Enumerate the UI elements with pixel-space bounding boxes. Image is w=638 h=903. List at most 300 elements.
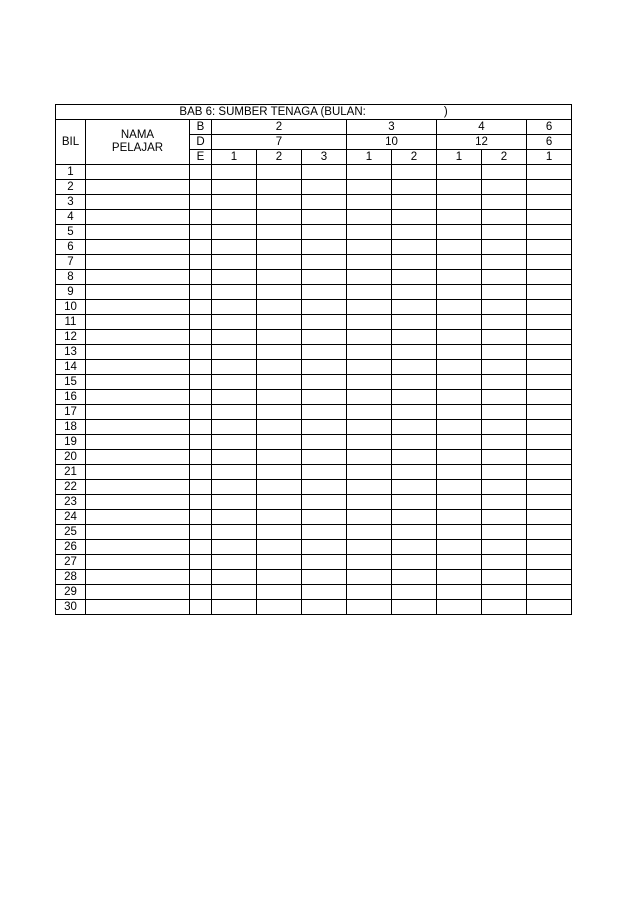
mark-cell[interactable] [527, 315, 572, 330]
mark-cell[interactable] [257, 240, 302, 255]
mark-cell[interactable] [347, 165, 392, 180]
mark-cell[interactable] [392, 165, 437, 180]
mark-cell[interactable] [257, 225, 302, 240]
mark-cell[interactable] [482, 420, 527, 435]
mark-cell[interactable] [212, 270, 257, 285]
mark-cell[interactable] [257, 510, 302, 525]
mark-cell[interactable] [482, 165, 527, 180]
mark-cell[interactable] [527, 300, 572, 315]
mark-cell[interactable] [437, 270, 482, 285]
mark-cell[interactable] [347, 585, 392, 600]
mark-cell[interactable] [347, 315, 392, 330]
student-name-cell[interactable] [86, 540, 190, 555]
mark-cell[interactable] [302, 285, 347, 300]
mark-cell[interactable] [212, 225, 257, 240]
mark-cell[interactable] [212, 300, 257, 315]
mark-cell[interactable] [437, 405, 482, 420]
student-name-cell[interactable] [86, 600, 190, 615]
mark-cell[interactable] [212, 390, 257, 405]
mark-cell[interactable] [437, 420, 482, 435]
mark-cell[interactable] [437, 225, 482, 240]
mark-cell[interactable] [527, 480, 572, 495]
mark-cell[interactable] [302, 465, 347, 480]
mark-cell[interactable] [190, 465, 212, 480]
student-name-cell[interactable] [86, 300, 190, 315]
mark-cell[interactable] [482, 315, 527, 330]
student-name-cell[interactable] [86, 375, 190, 390]
mark-cell[interactable] [437, 570, 482, 585]
mark-cell[interactable] [527, 225, 572, 240]
mark-cell[interactable] [257, 210, 302, 225]
mark-cell[interactable] [437, 240, 482, 255]
mark-cell[interactable] [527, 375, 572, 390]
mark-cell[interactable] [190, 345, 212, 360]
mark-cell[interactable] [347, 450, 392, 465]
mark-cell[interactable] [257, 270, 302, 285]
mark-cell[interactable] [437, 540, 482, 555]
mark-cell[interactable] [302, 585, 347, 600]
mark-cell[interactable] [527, 570, 572, 585]
mark-cell[interactable] [527, 435, 572, 450]
mark-cell[interactable] [527, 165, 572, 180]
mark-cell[interactable] [482, 285, 527, 300]
mark-cell[interactable] [190, 270, 212, 285]
mark-cell[interactable] [257, 330, 302, 345]
mark-cell[interactable] [190, 390, 212, 405]
mark-cell[interactable] [392, 300, 437, 315]
student-name-cell[interactable] [86, 255, 190, 270]
mark-cell[interactable] [437, 585, 482, 600]
mark-cell[interactable] [437, 510, 482, 525]
mark-cell[interactable] [392, 285, 437, 300]
mark-cell[interactable] [257, 435, 302, 450]
mark-cell[interactable] [482, 540, 527, 555]
mark-cell[interactable] [437, 165, 482, 180]
mark-cell[interactable] [482, 555, 527, 570]
mark-cell[interactable] [212, 555, 257, 570]
mark-cell[interactable] [392, 495, 437, 510]
mark-cell[interactable] [302, 510, 347, 525]
mark-cell[interactable] [392, 345, 437, 360]
mark-cell[interactable] [257, 255, 302, 270]
mark-cell[interactable] [392, 255, 437, 270]
mark-cell[interactable] [212, 405, 257, 420]
student-name-cell[interactable] [86, 195, 190, 210]
student-name-cell[interactable] [86, 405, 190, 420]
mark-cell[interactable] [437, 450, 482, 465]
mark-cell[interactable] [482, 330, 527, 345]
student-name-cell[interactable] [86, 270, 190, 285]
mark-cell[interactable] [347, 255, 392, 270]
mark-cell[interactable] [302, 570, 347, 585]
mark-cell[interactable] [437, 495, 482, 510]
student-name-cell[interactable] [86, 360, 190, 375]
mark-cell[interactable] [392, 225, 437, 240]
mark-cell[interactable] [302, 555, 347, 570]
mark-cell[interactable] [212, 330, 257, 345]
mark-cell[interactable] [212, 540, 257, 555]
mark-cell[interactable] [212, 210, 257, 225]
mark-cell[interactable] [257, 165, 302, 180]
mark-cell[interactable] [392, 240, 437, 255]
mark-cell[interactable] [392, 555, 437, 570]
mark-cell[interactable] [212, 285, 257, 300]
mark-cell[interactable] [527, 495, 572, 510]
mark-cell[interactable] [302, 375, 347, 390]
mark-cell[interactable] [347, 330, 392, 345]
mark-cell[interactable] [302, 600, 347, 615]
mark-cell[interactable] [527, 180, 572, 195]
mark-cell[interactable] [212, 465, 257, 480]
student-name-cell[interactable] [86, 390, 190, 405]
mark-cell[interactable] [482, 195, 527, 210]
mark-cell[interactable] [392, 405, 437, 420]
mark-cell[interactable] [212, 525, 257, 540]
mark-cell[interactable] [257, 195, 302, 210]
mark-cell[interactable] [527, 525, 572, 540]
mark-cell[interactable] [302, 345, 347, 360]
mark-cell[interactable] [482, 225, 527, 240]
student-name-cell[interactable] [86, 480, 190, 495]
mark-cell[interactable] [302, 165, 347, 180]
mark-cell[interactable] [527, 540, 572, 555]
mark-cell[interactable] [302, 450, 347, 465]
mark-cell[interactable] [190, 450, 212, 465]
student-name-cell[interactable] [86, 345, 190, 360]
mark-cell[interactable] [302, 225, 347, 240]
mark-cell[interactable] [347, 300, 392, 315]
mark-cell[interactable] [527, 330, 572, 345]
mark-cell[interactable] [212, 480, 257, 495]
mark-cell[interactable] [392, 270, 437, 285]
mark-cell[interactable] [527, 240, 572, 255]
mark-cell[interactable] [437, 195, 482, 210]
mark-cell[interactable] [437, 375, 482, 390]
mark-cell[interactable] [482, 210, 527, 225]
mark-cell[interactable] [527, 510, 572, 525]
student-name-cell[interactable] [86, 450, 190, 465]
mark-cell[interactable] [392, 465, 437, 480]
mark-cell[interactable] [527, 465, 572, 480]
mark-cell[interactable] [392, 195, 437, 210]
mark-cell[interactable] [437, 390, 482, 405]
mark-cell[interactable] [482, 465, 527, 480]
mark-cell[interactable] [482, 570, 527, 585]
mark-cell[interactable] [190, 315, 212, 330]
mark-cell[interactable] [190, 510, 212, 525]
mark-cell[interactable] [302, 270, 347, 285]
mark-cell[interactable] [190, 375, 212, 390]
mark-cell[interactable] [347, 360, 392, 375]
mark-cell[interactable] [302, 495, 347, 510]
student-name-cell[interactable] [86, 525, 190, 540]
mark-cell[interactable] [257, 405, 302, 420]
student-name-cell[interactable] [86, 330, 190, 345]
mark-cell[interactable] [347, 495, 392, 510]
mark-cell[interactable] [482, 405, 527, 420]
mark-cell[interactable] [190, 255, 212, 270]
mark-cell[interactable] [212, 315, 257, 330]
mark-cell[interactable] [212, 360, 257, 375]
mark-cell[interactable] [302, 525, 347, 540]
mark-cell[interactable] [347, 540, 392, 555]
mark-cell[interactable] [347, 240, 392, 255]
mark-cell[interactable] [437, 465, 482, 480]
mark-cell[interactable] [190, 420, 212, 435]
mark-cell[interactable] [392, 585, 437, 600]
mark-cell[interactable] [212, 375, 257, 390]
mark-cell[interactable] [347, 210, 392, 225]
mark-cell[interactable] [212, 240, 257, 255]
mark-cell[interactable] [482, 390, 527, 405]
mark-cell[interactable] [190, 330, 212, 345]
mark-cell[interactable] [190, 210, 212, 225]
mark-cell[interactable] [437, 285, 482, 300]
mark-cell[interactable] [437, 600, 482, 615]
mark-cell[interactable] [302, 315, 347, 330]
mark-cell[interactable] [257, 420, 302, 435]
mark-cell[interactable] [527, 345, 572, 360]
mark-cell[interactable] [190, 405, 212, 420]
mark-cell[interactable] [437, 360, 482, 375]
mark-cell[interactable] [482, 525, 527, 540]
mark-cell[interactable] [190, 555, 212, 570]
mark-cell[interactable] [437, 525, 482, 540]
mark-cell[interactable] [302, 195, 347, 210]
mark-cell[interactable] [347, 390, 392, 405]
mark-cell[interactable] [190, 300, 212, 315]
mark-cell[interactable] [190, 435, 212, 450]
mark-cell[interactable] [347, 285, 392, 300]
student-name-cell[interactable] [86, 570, 190, 585]
mark-cell[interactable] [302, 360, 347, 375]
mark-cell[interactable] [190, 225, 212, 240]
mark-cell[interactable] [392, 450, 437, 465]
mark-cell[interactable] [257, 375, 302, 390]
mark-cell[interactable] [437, 210, 482, 225]
mark-cell[interactable] [257, 450, 302, 465]
mark-cell[interactable] [212, 195, 257, 210]
mark-cell[interactable] [347, 225, 392, 240]
mark-cell[interactable] [257, 585, 302, 600]
mark-cell[interactable] [347, 195, 392, 210]
mark-cell[interactable] [190, 195, 212, 210]
student-name-cell[interactable] [86, 225, 190, 240]
mark-cell[interactable] [302, 210, 347, 225]
mark-cell[interactable] [212, 510, 257, 525]
mark-cell[interactable] [302, 540, 347, 555]
mark-cell[interactable] [190, 525, 212, 540]
mark-cell[interactable] [347, 555, 392, 570]
mark-cell[interactable] [392, 420, 437, 435]
mark-cell[interactable] [190, 285, 212, 300]
mark-cell[interactable] [527, 450, 572, 465]
mark-cell[interactable] [212, 570, 257, 585]
mark-cell[interactable] [437, 180, 482, 195]
mark-cell[interactable] [302, 480, 347, 495]
student-name-cell[interactable] [86, 510, 190, 525]
mark-cell[interactable] [392, 435, 437, 450]
mark-cell[interactable] [302, 435, 347, 450]
mark-cell[interactable] [482, 435, 527, 450]
student-name-cell[interactable] [86, 465, 190, 480]
mark-cell[interactable] [392, 315, 437, 330]
mark-cell[interactable] [482, 270, 527, 285]
mark-cell[interactable] [527, 255, 572, 270]
mark-cell[interactable] [527, 210, 572, 225]
mark-cell[interactable] [257, 285, 302, 300]
mark-cell[interactable] [257, 570, 302, 585]
mark-cell[interactable] [347, 405, 392, 420]
mark-cell[interactable] [527, 420, 572, 435]
mark-cell[interactable] [482, 510, 527, 525]
student-name-cell[interactable] [86, 435, 190, 450]
student-name-cell[interactable] [86, 315, 190, 330]
mark-cell[interactable] [392, 480, 437, 495]
mark-cell[interactable] [212, 255, 257, 270]
mark-cell[interactable] [347, 420, 392, 435]
mark-cell[interactable] [257, 540, 302, 555]
mark-cell[interactable] [302, 330, 347, 345]
mark-cell[interactable] [392, 180, 437, 195]
mark-cell[interactable] [392, 540, 437, 555]
mark-cell[interactable] [527, 555, 572, 570]
mark-cell[interactable] [437, 555, 482, 570]
mark-cell[interactable] [482, 375, 527, 390]
mark-cell[interactable] [527, 285, 572, 300]
student-name-cell[interactable] [86, 585, 190, 600]
mark-cell[interactable] [392, 360, 437, 375]
mark-cell[interactable] [392, 600, 437, 615]
mark-cell[interactable] [212, 600, 257, 615]
mark-cell[interactable] [437, 480, 482, 495]
mark-cell[interactable] [392, 210, 437, 225]
mark-cell[interactable] [212, 450, 257, 465]
mark-cell[interactable] [347, 270, 392, 285]
mark-cell[interactable] [347, 375, 392, 390]
mark-cell[interactable] [482, 360, 527, 375]
mark-cell[interactable] [257, 495, 302, 510]
mark-cell[interactable] [392, 570, 437, 585]
mark-cell[interactable] [347, 435, 392, 450]
mark-cell[interactable] [190, 495, 212, 510]
mark-cell[interactable] [212, 180, 257, 195]
mark-cell[interactable] [437, 435, 482, 450]
mark-cell[interactable] [347, 600, 392, 615]
mark-cell[interactable] [190, 180, 212, 195]
mark-cell[interactable] [527, 270, 572, 285]
mark-cell[interactable] [302, 390, 347, 405]
mark-cell[interactable] [482, 180, 527, 195]
mark-cell[interactable] [482, 240, 527, 255]
mark-cell[interactable] [392, 525, 437, 540]
mark-cell[interactable] [347, 570, 392, 585]
student-name-cell[interactable] [86, 285, 190, 300]
mark-cell[interactable] [302, 300, 347, 315]
mark-cell[interactable] [482, 495, 527, 510]
mark-cell[interactable] [392, 330, 437, 345]
student-name-cell[interactable] [86, 240, 190, 255]
mark-cell[interactable] [482, 585, 527, 600]
mark-cell[interactable] [257, 525, 302, 540]
mark-cell[interactable] [482, 300, 527, 315]
mark-cell[interactable] [437, 330, 482, 345]
mark-cell[interactable] [190, 600, 212, 615]
student-name-cell[interactable] [86, 420, 190, 435]
mark-cell[interactable] [190, 540, 212, 555]
mark-cell[interactable] [257, 300, 302, 315]
mark-cell[interactable] [302, 420, 347, 435]
mark-cell[interactable] [347, 480, 392, 495]
mark-cell[interactable] [527, 600, 572, 615]
mark-cell[interactable] [437, 300, 482, 315]
mark-cell[interactable] [257, 315, 302, 330]
student-name-cell[interactable] [86, 165, 190, 180]
mark-cell[interactable] [347, 465, 392, 480]
mark-cell[interactable] [527, 360, 572, 375]
mark-cell[interactable] [527, 390, 572, 405]
mark-cell[interactable] [190, 360, 212, 375]
mark-cell[interactable] [212, 165, 257, 180]
student-name-cell[interactable] [86, 555, 190, 570]
student-name-cell[interactable] [86, 180, 190, 195]
mark-cell[interactable] [392, 390, 437, 405]
mark-cell[interactable] [482, 450, 527, 465]
mark-cell[interactable] [347, 345, 392, 360]
mark-cell[interactable] [257, 360, 302, 375]
mark-cell[interactable] [527, 405, 572, 420]
mark-cell[interactable] [257, 390, 302, 405]
mark-cell[interactable] [482, 600, 527, 615]
student-name-cell[interactable] [86, 210, 190, 225]
mark-cell[interactable] [190, 480, 212, 495]
mark-cell[interactable] [212, 345, 257, 360]
mark-cell[interactable] [482, 345, 527, 360]
mark-cell[interactable] [257, 180, 302, 195]
mark-cell[interactable] [212, 585, 257, 600]
mark-cell[interactable] [527, 195, 572, 210]
mark-cell[interactable] [257, 600, 302, 615]
mark-cell[interactable] [347, 525, 392, 540]
mark-cell[interactable] [257, 555, 302, 570]
mark-cell[interactable] [212, 495, 257, 510]
mark-cell[interactable] [302, 255, 347, 270]
mark-cell[interactable] [482, 480, 527, 495]
mark-cell[interactable] [392, 510, 437, 525]
mark-cell[interactable] [190, 240, 212, 255]
mark-cell[interactable] [302, 180, 347, 195]
mark-cell[interactable] [437, 255, 482, 270]
mark-cell[interactable] [190, 570, 212, 585]
mark-cell[interactable] [212, 420, 257, 435]
mark-cell[interactable] [190, 585, 212, 600]
mark-cell[interactable] [527, 585, 572, 600]
mark-cell[interactable] [257, 465, 302, 480]
mark-cell[interactable] [190, 165, 212, 180]
mark-cell[interactable] [257, 345, 302, 360]
mark-cell[interactable] [437, 345, 482, 360]
student-name-cell[interactable] [86, 495, 190, 510]
mark-cell[interactable] [437, 315, 482, 330]
mark-cell[interactable] [392, 375, 437, 390]
mark-cell[interactable] [212, 435, 257, 450]
mark-cell[interactable] [302, 405, 347, 420]
mark-cell[interactable] [347, 180, 392, 195]
mark-cell[interactable] [257, 480, 302, 495]
mark-cell[interactable] [347, 510, 392, 525]
mark-cell[interactable] [482, 255, 527, 270]
mark-cell[interactable] [302, 240, 347, 255]
